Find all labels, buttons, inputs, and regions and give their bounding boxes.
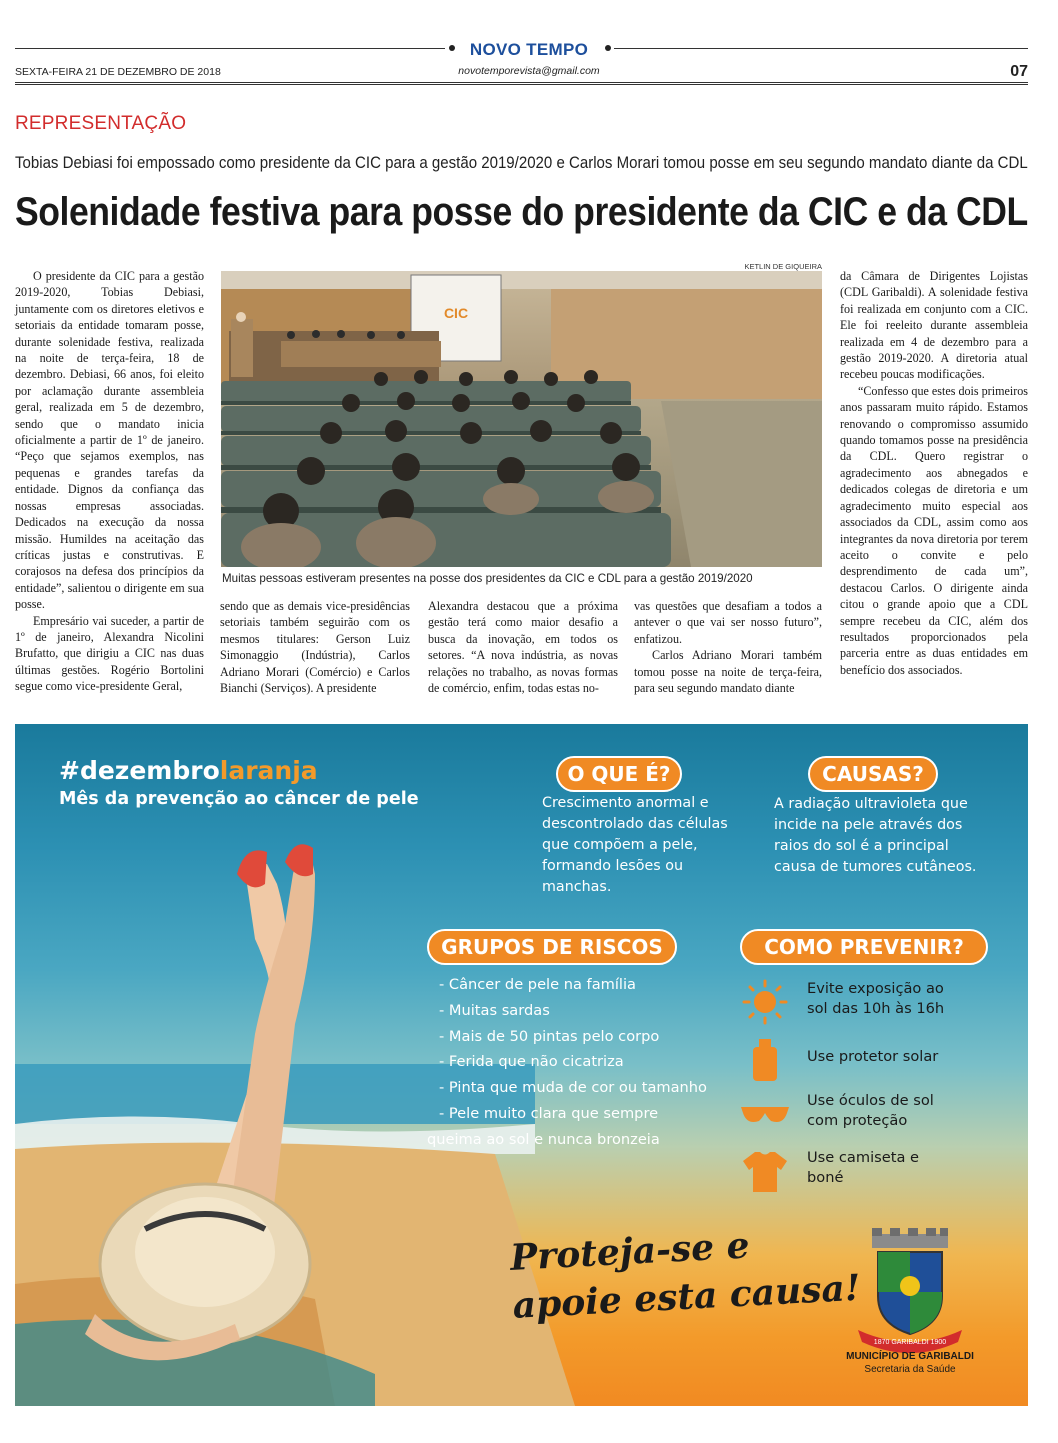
hashtag-suffix: laranja: [219, 756, 318, 785]
page-number: 07: [1010, 63, 1028, 80]
crest-banner: 1870 GARIBALDI 1900: [873, 1339, 947, 1346]
list-item: - Ferida que não cicatriza: [439, 1053, 624, 1071]
prevention-item: [737, 979, 997, 1029]
prevention-item: [737, 1037, 997, 1087]
masthead-dot: [605, 45, 611, 51]
hashtag-prefix: #dezembro: [59, 756, 220, 785]
paragraph: O presidente da CIC para a gestão 2019-2020, Tobias Debiasi, juntamente com os diretores eletivos e setoriais da entidade tomaram posse, durante solenidade festiva, realizada na noite de terça-feira, 18 de dezembro. Debiasi, 66 anos, foi eleito por aclamação durante assembleia geral, realizada em 5 de dezembro, sendo que o mandato inicia oficialmente a partir de 1º de janeiro. “Peço que sejamos exemplos, nas pequenas e grandes tarefas da entidade. Dignos da confiança das nossas empresas associadas. Dedicados na execução da nossa missão. Humildes na aceitação das críticas justas e construtivas. E corajosos na defesa dos princípios da entidade”, salientou o dirigente em sua posse.: [15, 269, 204, 612]
risk-groups-list: [427, 972, 739, 1153]
masthead-title: NOVO TEMPO: [469, 40, 589, 59]
photo-caption: Muitas pessoas estiveram presentes na posse dos presidentes da CIC e CDL para a gestão 2019/2020: [222, 572, 753, 585]
prevention-text: [807, 1047, 938, 1067]
sun-icon: [737, 979, 793, 1025]
paragraph: “Confesso que estes dois primeiros anos passaram muito rápido. Estamos renovando o compromisso assumido quando tomamos posse na presidência da CDL. Quero registrar o agradecimento aos abnegados e dedicados colegas de diretoria e um agradecimento muito especial aos associados da CDL, assim como aos integrantes da nova diretoria por terem aceito o convite e pelo desprendimento de cada um”, destacou Carlos. O dirigente ainda citou o grande apoio que a CDL sempre recebeu da CIC, além dos resultados proporcionados pela parceria entre as duas entidades em benefício dos associados.: [840, 383, 1028, 677]
paragraph: Carlos Adriano Morari também tomou posse na noite de terça-feira, para seu segundo mandato diante: [634, 648, 822, 696]
paragraph: da Câmara de Dirigentes Lojistas (CDL Garibaldi). A solenidade festiva foi realizada em conjunto com a CIC. Ele foi reeleito durante assembleia realizada em 4 de dezembro para a gestão 2019-2020. A diretoria atual recebeu poucas modificações.: [840, 269, 1028, 382]
masthead-rule-right: [614, 48, 1028, 49]
prevention-line: Use óculos de sol: [807, 1092, 934, 1109]
prevention-text: [807, 1091, 934, 1130]
campaign-tagline: Mês da prevenção ao câncer de pele: [59, 789, 419, 809]
tshirt-icon: [737, 1148, 793, 1194]
what-is-heading: O QUE É?: [556, 756, 682, 792]
paragraph: Alexandra destacou que a próxima gestão terá como maior desafio a busca da inovação, em todos os setores. “A nova indústria, as novas relações no trabalho, as novas formas de comércio, enfim, todas estas no-: [428, 599, 618, 696]
campaign-slogan: [509, 1216, 862, 1330]
article-column-2: [220, 598, 410, 696]
list-item: - Muitas sardas: [439, 1001, 550, 1019]
prevention-text: [807, 979, 944, 1018]
prevention-line: Use protetor solar: [807, 1048, 939, 1065]
prevention-item: [737, 1148, 997, 1198]
prevention-line: Evite exposição ao: [807, 980, 944, 997]
article-column-3: [428, 598, 618, 696]
municipality-name: MUNICÍPIO DE GARIBALDI: [846, 1351, 974, 1362]
skin-cancer-campaign-ad: [15, 724, 1028, 1406]
auditorium-illustration: [221, 271, 822, 567]
article-headline: Solenidade festiva para posse do presidente da CIC e da CDL: [15, 190, 1028, 234]
prevention-heading: COMO PREVENIR?: [740, 929, 988, 965]
prevention-line: boné: [807, 1168, 844, 1186]
causes-heading: CAUSAS?: [808, 756, 938, 792]
paragraph: Empresário vai suceder, a partir de 1º de janeiro, Alexandra Nicolini Brufatto, que dirigiu a CIC nas duas últimas gestões. Rogério Bortolini segue como vice-presidente Geral,: [15, 613, 204, 694]
sunglasses-icon: [737, 1091, 793, 1137]
department-name: Secretaria da Saúde: [864, 1364, 956, 1375]
prevention-item: [737, 1091, 997, 1141]
prevention-line: com proteção: [807, 1111, 908, 1129]
screen-logo: CIC: [443, 305, 469, 321]
article-subhead: Tobias Debiasi foi empossado como presidente da CIC para a gestão 2019/2020 e Carlos Morari tomou posse em seu segundo mandato diante da CDL: [15, 154, 1028, 172]
photo-credit: KETLIN DE GIQUEIRA: [744, 262, 822, 271]
section-label: REPRESENTAÇÃO: [15, 113, 187, 134]
causes-text: A radiação ultravioleta que incide na pele através dos raios do sol é a principal causa de tumores cutâneos.: [774, 796, 977, 875]
contact-email: novotemporevista@gmail.com: [458, 65, 600, 77]
sunscreen-bottle-icon: [737, 1037, 793, 1083]
slogan-line: Proteja-se e: [509, 1224, 751, 1279]
article-column-1: [15, 268, 204, 695]
prevention-line: sol das 10h às 16h: [807, 999, 945, 1017]
list-item: queima ao sol e nunca bronzeia: [427, 1130, 660, 1148]
event-photo: [221, 271, 822, 567]
list-item: - Pinta que muda de cor ou tamanho: [439, 1079, 707, 1097]
list-item: - Câncer de pele na família: [439, 976, 636, 993]
campaign-hashtag: [59, 756, 318, 785]
prevention-text: [807, 1148, 919, 1187]
garibaldi-coat-of-arms: [850, 1226, 970, 1356]
article-column-5: [840, 268, 1028, 678]
paragraph: vas questões que desafiam a todos a antever o que vai ser nosso futuro”, enfatizou.: [634, 599, 822, 646]
masthead-divider: [15, 82, 1028, 85]
list-item: - Mais de 50 pintas pelo corpo: [439, 1027, 660, 1045]
prevention-line: Use camiseta e: [807, 1149, 920, 1166]
list-item: - Pele muito clara que sempre: [439, 1104, 659, 1122]
what-is-text: Crescimento anormal e descontrolado das células que compõem a pele, formando lesões ou manchas.: [542, 795, 728, 895]
slogan-line: apoie esta causa!: [511, 1266, 862, 1327]
paragraph: sendo que as demais vice-presidências setoriais também seguirão com os mesmos titulares: Gerson Luiz Simonaggio (Indústria), Carlos Adriano Morari (Comércio) e Carlos Bianchi (Serviços). A presidente: [220, 599, 410, 696]
risk-groups-heading: GRUPOS DE RISCOS: [427, 929, 677, 965]
article-column-4: [634, 598, 822, 696]
issue-date: SEXTA-FEIRA 21 DE DEZEMBRO DE 2018: [15, 66, 221, 78]
